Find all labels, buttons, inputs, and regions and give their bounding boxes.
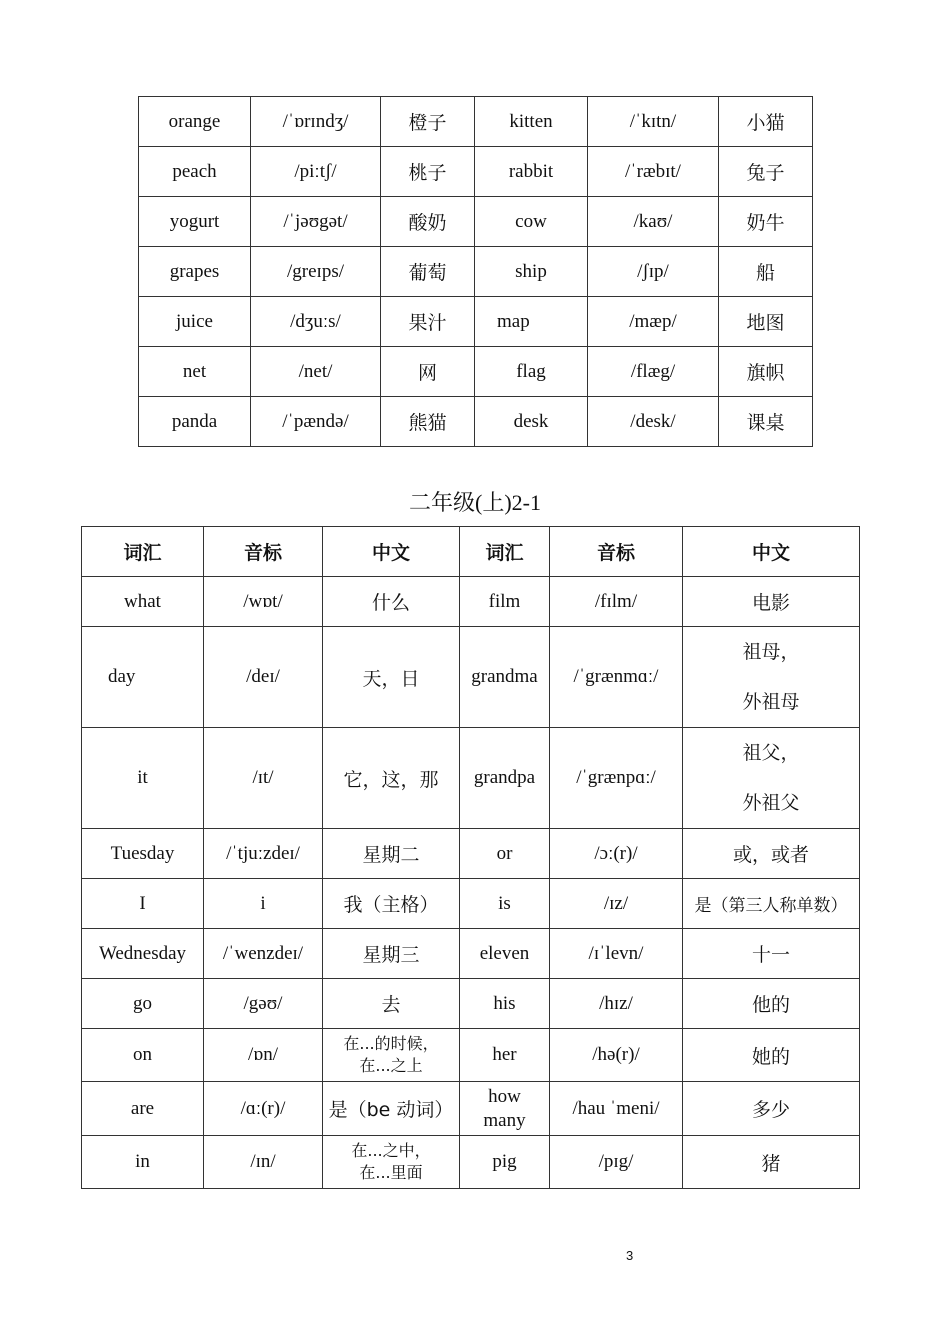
word-cell: eleven	[460, 929, 550, 979]
chinese-cell: 小猫	[719, 97, 813, 147]
word-cell: peach	[139, 147, 251, 197]
chinese-line: 外祖母	[742, 691, 800, 713]
word-cell: rabbit	[475, 147, 588, 197]
column-header: 中文	[323, 527, 460, 577]
chinese-cell	[683, 627, 860, 728]
word-line: how	[488, 1085, 521, 1107]
chinese-cell	[323, 1136, 460, 1189]
table-row	[82, 1082, 860, 1136]
phonetic-cell: /net/	[251, 347, 381, 397]
word-cell: yogurt	[139, 197, 251, 247]
phonetic-cell: /gəʊ/	[204, 979, 323, 1029]
column-header: 词汇	[82, 527, 204, 577]
chinese-cell: 星期三	[323, 929, 460, 979]
word-cell: on	[82, 1029, 204, 1082]
table-row	[139, 197, 813, 247]
word-cell: are	[82, 1082, 204, 1136]
phonetic-cell: /dʒuːs/	[251, 297, 381, 347]
phonetic-cell: /deɪ/	[204, 627, 323, 728]
word-line: many	[483, 1109, 526, 1131]
phonetic-cell: i	[204, 879, 323, 929]
phonetic-cell: /hau ˈmeni/	[550, 1082, 683, 1136]
table-header-row	[82, 527, 860, 577]
vocab-table-1	[138, 96, 813, 447]
word-cell: orange	[139, 97, 251, 147]
phonetic-cell: /hə(r)/	[550, 1029, 683, 1082]
chinese-cell: 熊猫	[381, 397, 475, 447]
chinese-cell: 我（主格）	[323, 879, 460, 929]
chinese-cell: 旗帜	[719, 347, 813, 397]
chinese-cell: 或，或者	[683, 829, 860, 879]
word-cell: Tuesday	[82, 829, 204, 879]
phonetic-cell: /desk/	[588, 397, 719, 447]
word-cell: or	[460, 829, 550, 879]
phonetic-cell: /ˈpændə/	[251, 397, 381, 447]
chinese-cell: 它，这，那	[323, 728, 460, 829]
word-cell: desk	[475, 397, 588, 447]
phonetic-cell: /greɪps/	[251, 247, 381, 297]
chinese-cell	[683, 728, 860, 829]
word-cell: map	[475, 297, 588, 347]
chinese-line: 祖父，	[742, 742, 800, 764]
chinese-line: 祖母，	[742, 641, 800, 663]
phonetic-cell: /ˈwenzdeɪ/	[204, 929, 323, 979]
chinese-cell: 橙子	[381, 97, 475, 147]
table-row	[82, 1136, 860, 1189]
word-cell: in	[82, 1136, 204, 1189]
phonetic-cell: /ʃɪp/	[588, 247, 719, 297]
chinese-cell: 兔子	[719, 147, 813, 197]
word-cell: net	[139, 347, 251, 397]
word-cell: panda	[139, 397, 251, 447]
chinese-cell: 星期二	[323, 829, 460, 879]
phonetic-cell: /ˈgrænmɑː/	[550, 627, 683, 728]
word-cell: grandma	[460, 627, 550, 728]
word-cell: pig	[460, 1136, 550, 1189]
word-cell: cow	[475, 197, 588, 247]
table-row	[139, 347, 813, 397]
chinese-cell: 电影	[683, 577, 860, 627]
chinese-line: 外祖父	[742, 792, 800, 814]
chinese-cell: 课桌	[719, 397, 813, 447]
chinese-line: 在...的时候，	[343, 1034, 439, 1053]
chinese-cell: 猪	[683, 1136, 860, 1189]
chinese-line: 在...里面	[359, 1163, 423, 1182]
section-title: 二年级(上)2-1	[409, 490, 541, 515]
word-cell: flag	[475, 347, 588, 397]
chinese-cell: 是（be 动词）	[323, 1082, 460, 1136]
word-cell: grandpa	[460, 728, 550, 829]
chinese-cell: 十一	[683, 929, 860, 979]
phonetic-cell: /ɪn/	[204, 1136, 323, 1189]
chinese-line: 在...之中，	[351, 1141, 431, 1160]
chinese-line: 在...之上	[359, 1056, 423, 1075]
chinese-cell: 地图	[719, 297, 813, 347]
chinese-cell: 葡萄	[381, 247, 475, 297]
phonetic-cell: /ɪt/	[204, 728, 323, 829]
phonetic-cell: /ˈɒrɪndʒ/	[251, 97, 381, 147]
word-cell: her	[460, 1029, 550, 1082]
chinese-cell: 她的	[683, 1029, 860, 1082]
phonetic-cell: /ɒn/	[204, 1029, 323, 1082]
phonetic-cell: /hɪz/	[550, 979, 683, 1029]
table-row	[139, 247, 813, 297]
phonetic-cell: /ˈræbɪt/	[588, 147, 719, 197]
column-header: 中文	[683, 527, 860, 577]
column-header: 音标	[550, 527, 683, 577]
phonetic-cell: /mæp/	[588, 297, 719, 347]
phonetic-cell: /ɑː(r)/	[204, 1082, 323, 1136]
phonetic-cell: /ˈjəʊgət/	[251, 197, 381, 247]
column-header: 音标	[204, 527, 323, 577]
table-row	[82, 577, 860, 627]
table-row	[82, 728, 860, 829]
phonetic-cell: /ˈtjuːzdeɪ/	[204, 829, 323, 879]
word-cell: day	[82, 627, 204, 728]
phonetic-cell: /kaʊ/	[588, 197, 719, 247]
word-cell: go	[82, 979, 204, 1029]
table-row	[139, 147, 813, 197]
word-cell: Wednesday	[82, 929, 204, 979]
word-cell: his	[460, 979, 550, 1029]
word-cell: it	[82, 728, 204, 829]
table-row	[82, 929, 860, 979]
word-cell: kitten	[475, 97, 588, 147]
word-cell: juice	[139, 297, 251, 347]
phonetic-cell: /ɪˈlevn/	[550, 929, 683, 979]
chinese-cell: 去	[323, 979, 460, 1029]
table-row	[139, 297, 813, 347]
chinese-cell: 酸奶	[381, 197, 475, 247]
chinese-cell: 船	[719, 247, 813, 297]
phonetic-cell: /ɔː(r)/	[550, 829, 683, 879]
page-number: 3	[626, 1248, 634, 1263]
word-cell: is	[460, 879, 550, 929]
word-cell	[460, 1082, 550, 1136]
phonetic-cell: /wɒt/	[204, 577, 323, 627]
chinese-cell: 多少	[683, 1082, 860, 1136]
chinese-cell: 他的	[683, 979, 860, 1029]
chinese-cell: 网	[381, 347, 475, 397]
word-cell: ship	[475, 247, 588, 297]
phonetic-cell: /ɪz/	[550, 879, 683, 929]
table-row	[82, 627, 860, 728]
word-cell: grapes	[139, 247, 251, 297]
chinese-cell: 什么	[323, 577, 460, 627]
word-cell: film	[460, 577, 550, 627]
word-cell: I	[82, 879, 204, 929]
table-row	[82, 829, 860, 879]
phonetic-cell: /pɪg/	[550, 1136, 683, 1189]
chinese-cell: 奶牛	[719, 197, 813, 247]
chinese-cell: 桃子	[381, 147, 475, 197]
word-cell: what	[82, 577, 204, 627]
phonetic-cell: /flæg/	[588, 347, 719, 397]
vocab-table-2	[81, 526, 860, 1189]
table-row	[139, 97, 813, 147]
table-row	[82, 1029, 860, 1082]
column-header: 词汇	[460, 527, 550, 577]
chinese-cell: 果汁	[381, 297, 475, 347]
phonetic-cell: /ˈkɪtn/	[588, 97, 719, 147]
chinese-cell: 是（第三人称单数）	[683, 879, 860, 929]
phonetic-cell: /ˈgrænpɑː/	[550, 728, 683, 829]
phonetic-cell: /fɪlm/	[550, 577, 683, 627]
chinese-cell	[323, 1029, 460, 1082]
table-row	[82, 879, 860, 929]
table-row	[139, 397, 813, 447]
table-row	[82, 979, 860, 1029]
chinese-cell: 天，日	[323, 627, 460, 728]
phonetic-cell: /piːtʃ/	[251, 147, 381, 197]
